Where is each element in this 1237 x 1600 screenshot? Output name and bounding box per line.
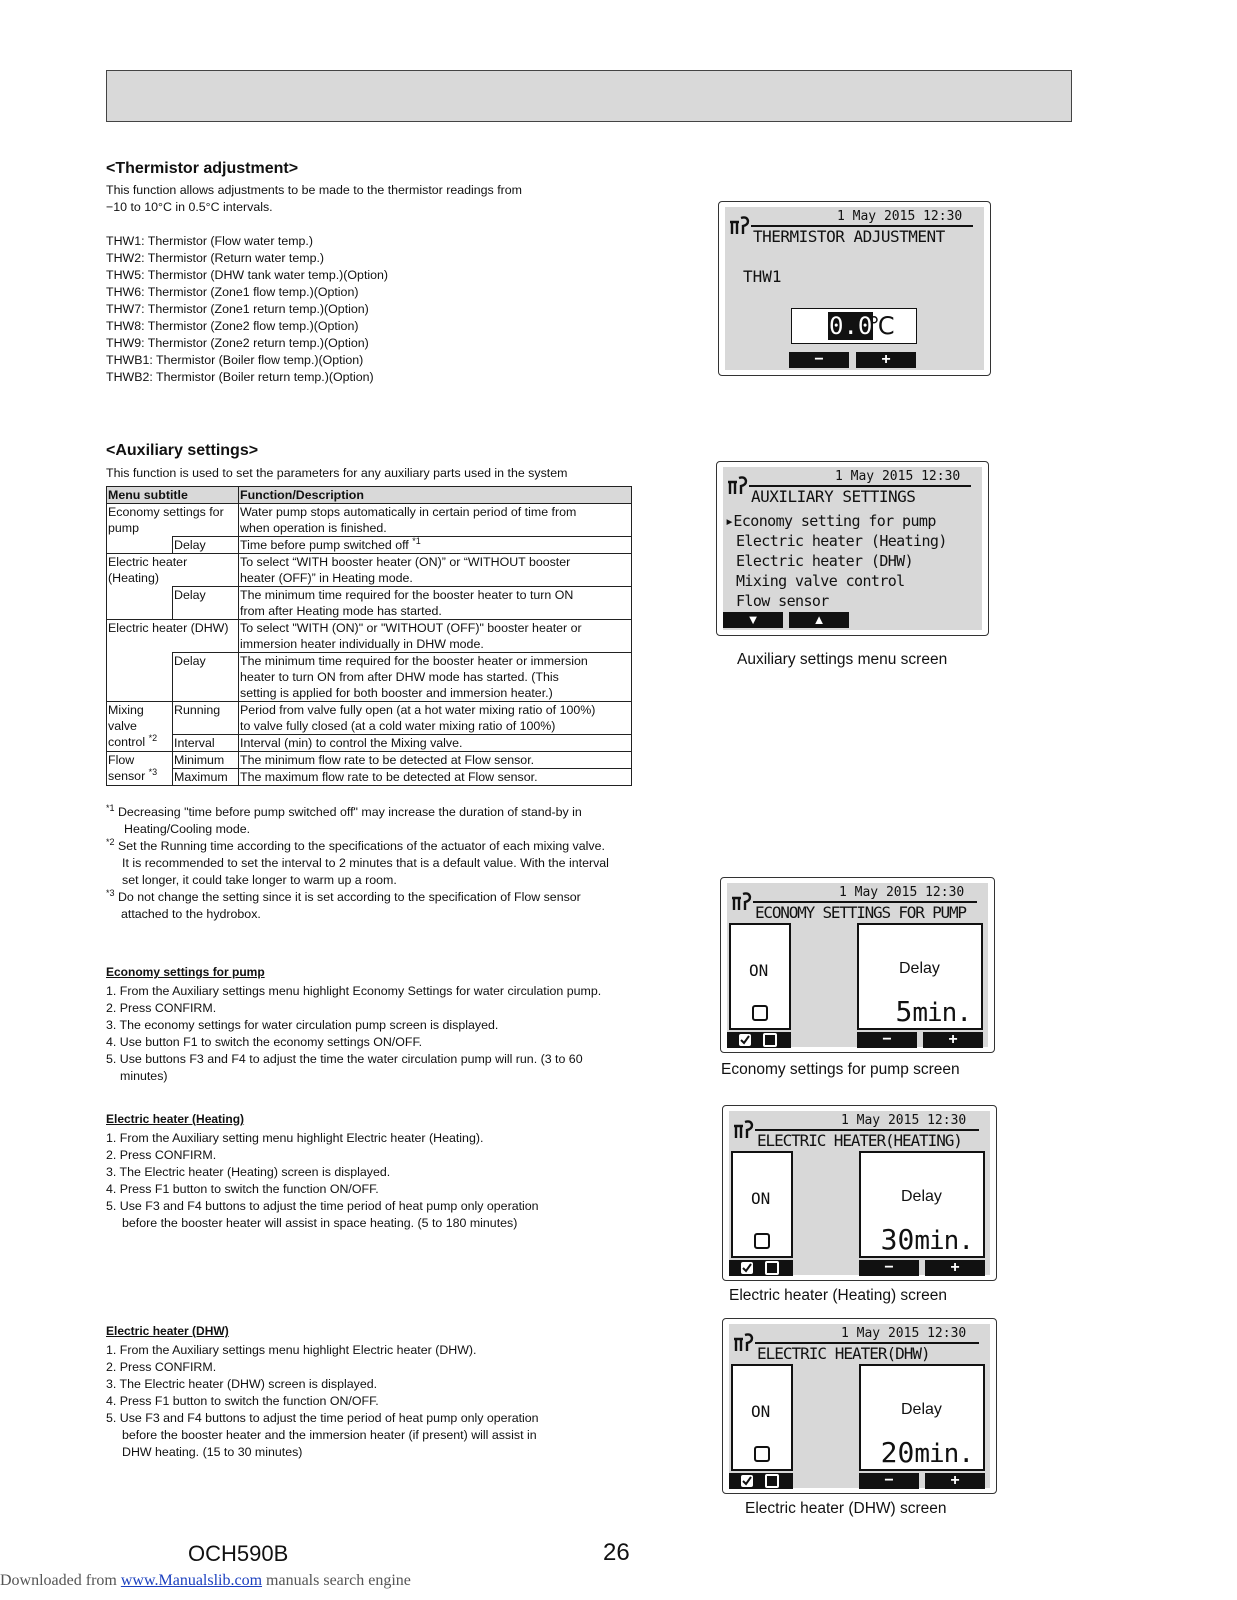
dhw-steps: 1. From the Auxiliary settings menu highlight Electric heater (DHW). 2. Press CONFIRM. 3. The Electric heater (DHW) screen is displayed. 4. Press F1 button to switch the function ON/OFF. 5. Use F3 and F4 buttons to adjust the time period of heat pump only operation before the booster heater and the immersion heater (if present) will assist in DHW heating. (15 to 30 minutes) — [106, 1343, 539, 1459]
service-tool-icon — [731, 891, 753, 911]
on-label: ON — [751, 1402, 771, 1421]
plus-button[interactable]: + — [923, 1032, 983, 1048]
checked-box-icon — [741, 1262, 753, 1274]
on-checkbox[interactable] — [754, 1446, 770, 1462]
scroll-down-button[interactable]: ▼ — [723, 612, 783, 628]
delay-value: 5min. — [895, 995, 971, 1028]
on-panel — [731, 1364, 793, 1471]
economy-steps: 1. From the Auxiliary settings menu highlight Economy Settings for water circulation pump. 2. Press CONFIRM. 3. The economy settings for water circulation pump screen is displayed. 4. Use button F1 to switch the economy settings ON/OFF. 5. Use buttons F3 and F4 to adjust the time the water circulation pump will run. (3 to 60 minutes) — [106, 984, 602, 1083]
screen-date: 1 May 2015 12:30 — [839, 885, 965, 900]
on-label: ON — [751, 1189, 771, 1208]
thermistor-screen — [718, 201, 991, 376]
list-item: THW8: Thermistor (Zone2 flow temp.)(Option) — [106, 319, 359, 333]
menu-list — [725, 511, 947, 611]
auxiliary-caption: Auxiliary settings menu screen — [737, 651, 948, 668]
table-row: Maximum The maximum flow rate to be detected at Flow sensor. — [107, 769, 632, 786]
plus-button[interactable]: + — [925, 1473, 985, 1489]
delay-panel — [859, 1151, 985, 1258]
economy-caption: Economy settings for pump screen — [721, 1061, 960, 1078]
unit-label: ℃ — [868, 312, 895, 340]
delay-label: Delay — [901, 1401, 942, 1418]
minus-button[interactable]: − — [859, 1260, 919, 1276]
economy-screen — [720, 877, 995, 1053]
table-row: Mixing valve control $^{*2}$ Running Period from valve fully open (at a hot water mixing ratio of 100%) to valve fully closed (at a cold water mixing ratio of 100%) — [107, 702, 632, 735]
footnotes: $^{*1}$ Decreasing "time before pump switched off" may increase the duration of stand-by in Heating/Cooling mode. $^{*2}$ Set the Running time according to the specifications of the actuator of each mixing valve. It is recommended to set the interval to 2 minutes that is a default value. With the interval set longer, it could take longer to warm up a room. $^{*3}$ Do not change the setting since it is set according to the specification of Flow sensor attached to the hydrobox. — [106, 802, 609, 921]
toggle-softkey[interactable] — [727, 1032, 791, 1048]
column-header: Menu subtitle — [107, 487, 239, 504]
table-row: Flow sensor $^{*3}$ Minimum The minimum flow rate to be detected at Flow sensor. — [107, 752, 632, 769]
menu-item-economy[interactable]: ▸Economy setting for pump — [725, 512, 936, 530]
unchecked-box-icon — [765, 1261, 779, 1275]
delay-panel — [857, 923, 983, 1030]
menu-item-heater-dhw[interactable]: Electric heater (DHW) — [736, 552, 914, 570]
auxiliary-heading: <Auxiliary settings> — [106, 442, 259, 459]
screen-title: AUXILIARY SETTINGS — [751, 487, 916, 506]
list-item: THW1: Thermistor (Flow water temp.) — [106, 234, 313, 248]
plus-button[interactable]: + — [856, 352, 916, 368]
minus-button[interactable]: − — [857, 1032, 917, 1048]
on-panel — [729, 923, 791, 1030]
list-item: THWB1: Thermistor (Boiler flow temp.)(Option) — [106, 353, 364, 367]
screen-title: THERMISTOR ADJUSTMENT — [753, 227, 945, 246]
screen-title: ELECTRIC HEATER(DHW) — [757, 1344, 930, 1363]
delay-label: Delay — [899, 960, 940, 977]
dhw-screen — [722, 1318, 997, 1494]
on-label: ON — [749, 961, 769, 980]
on-checkbox[interactable] — [752, 1005, 768, 1021]
auxiliary-intro: This function is used to set the parameters for any auxiliary parts used in the system — [106, 466, 568, 480]
table-row: Electric heater (Heating) To select “WITH booster heater (ON)” or “WITHOUT booster heater (OFF)” in Heating mode. — [107, 554, 632, 587]
sensor-label: THW1 — [743, 267, 782, 286]
heating-caption: Electric heater (Heating) screen — [729, 1287, 947, 1304]
scroll-up-button[interactable]: ▲ — [789, 612, 849, 628]
thermistor-list — [106, 233, 388, 386]
thermistor-intro: This function allows adjustments to be made to the thermistor readings from −10 to 10°C in 0.5°C intervals. — [106, 183, 522, 214]
toggle-softkey[interactable] — [729, 1473, 793, 1489]
table-row: Delay The minimum time required for the booster heater or immersion heater to turn ON from after DHW mode has started. (This setting is applied for both booster and immersion heater.) — [107, 653, 632, 702]
list-item: THW5: Thermistor (DHW tank water temp.)(Option) — [106, 268, 389, 282]
minus-button[interactable]: − — [859, 1473, 919, 1489]
screen-title: ELECTRIC HEATER(HEATING) — [757, 1131, 962, 1150]
value-box — [791, 308, 917, 344]
delay-label: Delay — [901, 1188, 942, 1205]
header-bar — [106, 70, 1072, 122]
thermistor-heading: <Thermistor adjustment> — [106, 160, 299, 177]
table-row: Electric heater (DHW) To select "WITH (ON)" or "WITHOUT (OFF)" booster heater or immersion heater individually in DHW mode. — [107, 620, 632, 653]
heating-heading: Electric heater (Heating) — [106, 1112, 245, 1126]
menu-item-flow-sensor[interactable]: Flow sensor — [736, 592, 829, 610]
list-item: THW7: Thermistor (Zone1 return temp.)(Option) — [106, 302, 369, 316]
on-checkbox[interactable] — [754, 1233, 770, 1249]
table-row: Delay The minimum time required for the booster heater to turn ON from after Heating mode has started. — [107, 587, 632, 620]
screen-date: 1 May 2015 12:30 — [837, 209, 963, 224]
table-header-row — [107, 487, 632, 504]
list-item: THW2: Thermistor (Return water temp.) — [106, 251, 325, 265]
service-tool-icon — [727, 475, 749, 495]
list-item: THW6: Thermistor (Zone1 flow temp.)(Option) — [106, 285, 359, 299]
economy-heading: Economy settings for pump — [106, 965, 265, 979]
on-panel — [731, 1151, 793, 1258]
auxiliary-table — [106, 486, 632, 786]
download-notice: Downloaded from www.Manualslib.com manuals search engine — [0, 1572, 411, 1589]
table-row: Interval Interval (min) to control the Mixing valve. — [107, 735, 632, 752]
auxiliary-screen — [716, 461, 989, 636]
screen-title: ECONOMY SETTINGS FOR PUMP — [755, 903, 966, 922]
column-header: Function/Description — [239, 487, 632, 504]
table-row: Economy settings for pump Water pump stops automatically in certain period of time from when operation is finished. — [107, 504, 632, 537]
toggle-softkey[interactable] — [729, 1260, 793, 1276]
list-item: THWB2: Thermistor (Boiler return temp.)(Option) — [106, 370, 374, 384]
dhw-heading: Electric heater (DHW) — [106, 1324, 229, 1338]
minus-button[interactable]: − — [789, 352, 849, 368]
screen-date: 1 May 2015 12:30 — [841, 1113, 967, 1128]
service-tool-icon — [733, 1119, 755, 1139]
screen-date: 1 May 2015 12:30 — [841, 1326, 967, 1341]
service-tool-icon — [733, 1332, 755, 1352]
heating-steps: 1. From the Auxiliary setting menu highlight Electric heater (Heating). 2. Press CONFIRM. 3. The Electric heater (Heating) screen is displayed. 4. Press F1 button to switch the function ON/OFF. 5. Use F3 and F4 buttons to adjust the time period of heat pump only operation before the booster heater will assist in space heating. (5 to 180 minutes) — [106, 1131, 539, 1230]
screen-date: 1 May 2015 12:30 — [835, 469, 961, 484]
manualslib-link[interactable]: www.Manualslib.com — [120, 1572, 263, 1589]
plus-button[interactable]: + — [925, 1260, 985, 1276]
model-number: OCH590B — [188, 1541, 289, 1566]
list-item: THW9: Thermistor (Zone2 return temp.)(Option) — [106, 336, 369, 350]
unchecked-box-icon — [765, 1474, 779, 1488]
dhw-caption: Electric heater (DHW) screen — [745, 1500, 947, 1517]
menu-item-mixing-valve[interactable]: Mixing valve control — [736, 572, 905, 590]
checked-box-icon — [741, 1475, 753, 1487]
checked-box-icon — [739, 1034, 751, 1046]
delay-panel — [859, 1364, 985, 1471]
service-tool-icon — [729, 215, 751, 235]
table-row: Delay Time before pump switched off $^{*1}$ — [107, 537, 632, 554]
menu-item-heater-heating[interactable]: Electric heater (Heating) — [736, 532, 947, 550]
page-number: 26 — [603, 1539, 630, 1566]
unchecked-box-icon — [763, 1033, 777, 1047]
value-display: 0.0 — [829, 312, 873, 340]
delay-value: 20min. — [880, 1436, 973, 1469]
delay-value: 30min. — [880, 1223, 973, 1256]
heating-screen — [722, 1105, 997, 1281]
